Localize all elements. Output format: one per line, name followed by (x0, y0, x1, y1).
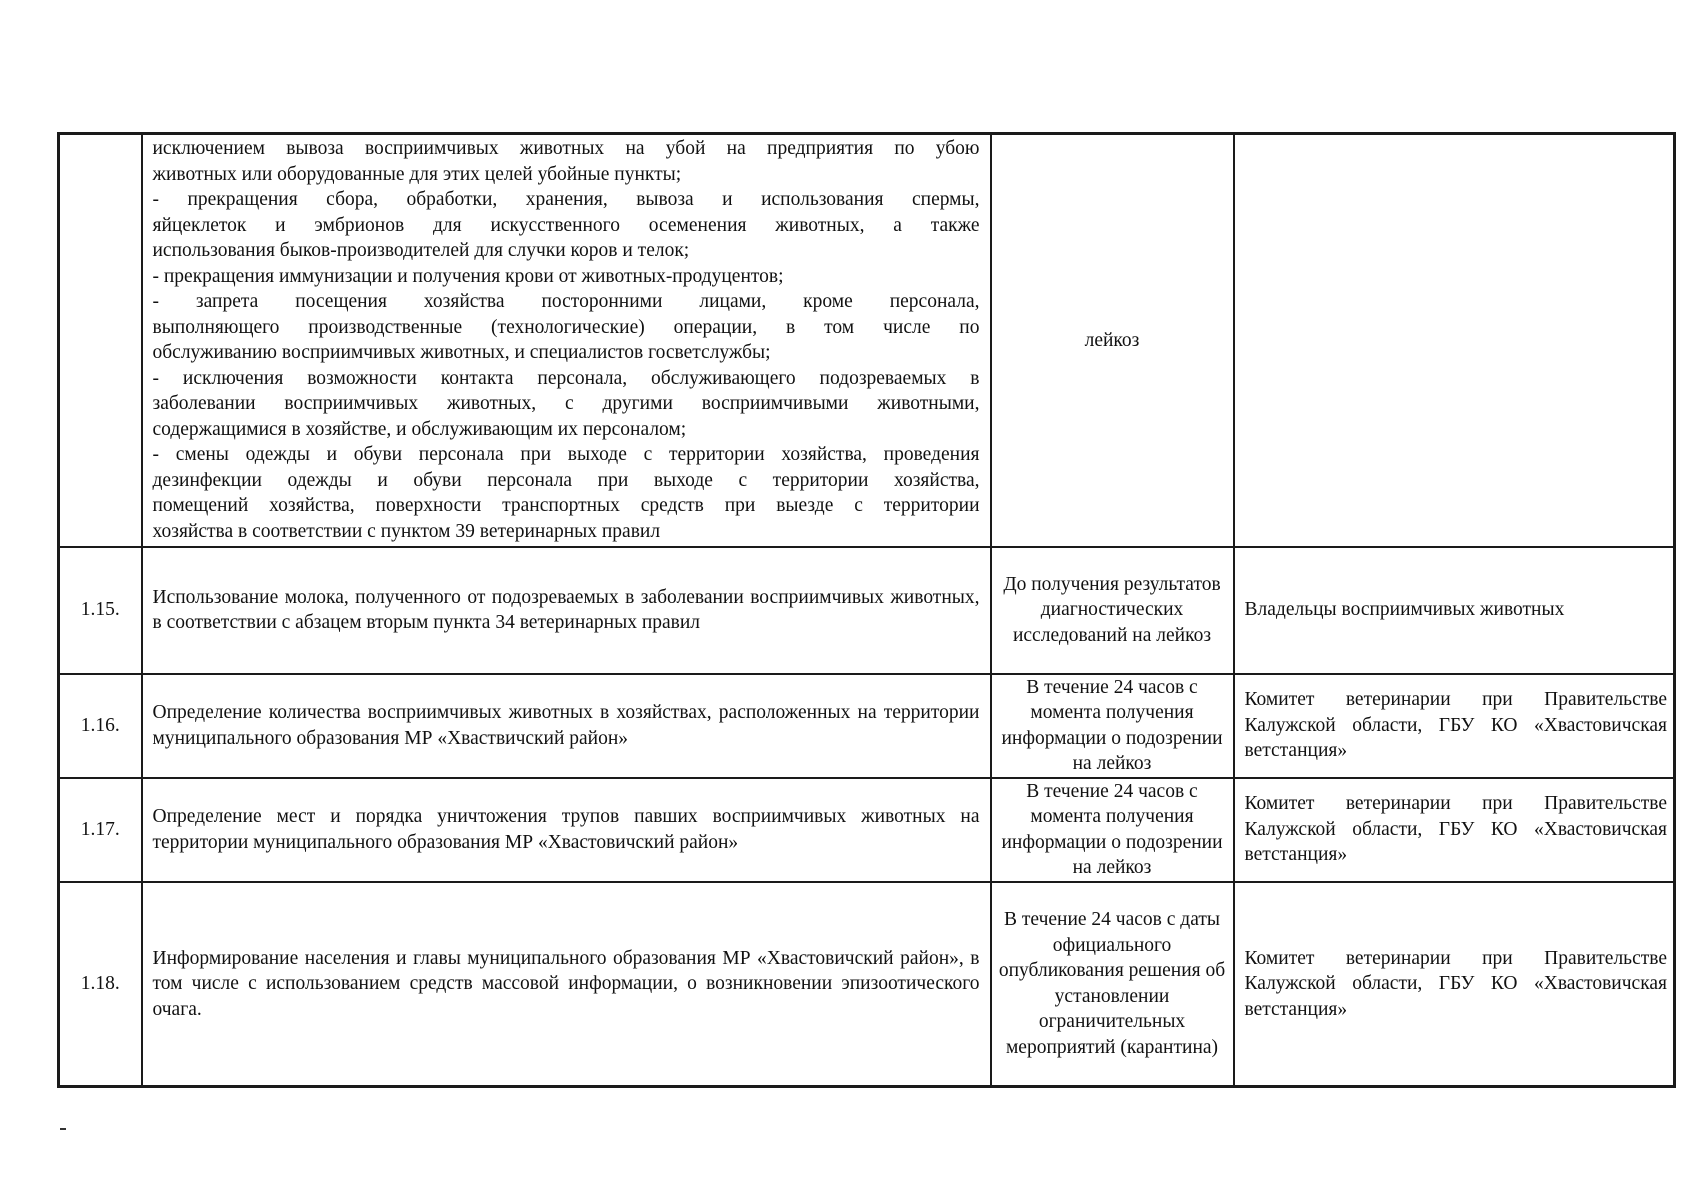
description-line: - смены одежды и обуви персонала при выходе с территории хозяйства, проведения (152, 444, 980, 465)
term-cell: В течение 24 часов с момента получения информации о подозрении на лейкоз (991, 778, 1234, 882)
description-line: помещений хозяйства, поверхности транспортных средств при выезде с территории (152, 495, 980, 516)
description-line: выполняющего производственные (технологические) операции, в том числе по (152, 316, 980, 338)
description-line: содержащимися в хозяйстве, и обслуживающим их персоналом; (152, 418, 687, 440)
description-line: использования быков-производителей для случки коров и телок; (152, 240, 690, 261)
term-cell: В течение 24 часов с даты официального опубликования решения об установлении ограничительных мероприятий (карантина) (991, 882, 1234, 1087)
description-line: - исключения возможности контакта персонала, обслуживающего подозреваемых в (152, 367, 980, 389)
description-line: хозяйства в соответствии с пунктом 39 ветеринарных правил (152, 520, 661, 542)
table-row (59, 674, 1675, 778)
table-row (59, 778, 1675, 882)
description-line: - запрета посещения хозяйства посторонними лицами, кроме персонала, (152, 291, 980, 312)
description-line: заболевании восприимчивых животных, с другими восприимчивыми животными, (152, 393, 980, 414)
description-line: - прекращения иммунизации и получения крови от животных-продуцентов; (152, 265, 784, 287)
responsible-cell: Комитет ветеринарии при Правительстве Калужской области, ГБУ КО «Хвастовичская ветстанция» (1234, 882, 1675, 1087)
term-cell: До получения результатов диагностических исследований на лейкоз (991, 547, 1234, 674)
row-number: 1.17. (59, 778, 142, 882)
description-line: дезинфекции одежды и обуви персонала при выходе с территории хозяйства, (152, 469, 980, 491)
measures-table (57, 132, 1676, 1088)
description-line: яйцеклеток и эмбрионов для искусственного осеменения животных, а также (152, 214, 980, 236)
responsible-cell (1234, 134, 1675, 547)
table-row (59, 882, 1675, 1087)
description-line: - прекращения сбора, обработки, хранения, вывоза и использования спермы, (152, 189, 980, 210)
row-number (59, 134, 142, 547)
measure-description: Использование молока, полученного от подозреваемых в заболевании восприимчивых животных, в соответствии с абзацем вторым пункта 34 ветеринарных правил (142, 547, 991, 674)
description-line: исключением вывоза восприимчивых животных на убой на предприятия по убою (152, 138, 980, 159)
table-row (59, 134, 1675, 547)
measure-description: Определение количества восприимчивых животных в хозяйствах, расположенных на территории муниципального образования МР «Хваствичский район» (142, 674, 991, 778)
responsible-cell: Комитет ветеринарии при Правительстве Калужской области, ГБУ КО «Хвастовичская ветстанция» (1234, 674, 1675, 778)
responsible-cell: Комитет ветеринарии при Правительстве Калужской области, ГБУ КО «Хвастовичская ветстанция» (1234, 778, 1675, 882)
term-cell: В течение 24 часов с момента получения информации о подозрении на лейкоз (991, 674, 1234, 778)
responsible-cell: Владельцы восприимчивых животных (1234, 547, 1675, 674)
row-number: 1.16. (59, 674, 142, 778)
table-row (59, 547, 1675, 674)
measure-description: Определение мест и порядка уничтожения трупов павших восприимчивых животных на территории муниципального образования МР «Хвастовичский район» (142, 778, 991, 882)
measure-description (142, 134, 991, 547)
row-number: 1.18. (59, 882, 142, 1087)
page-dash-mark (60, 1128, 66, 1130)
measure-description: Информирование населения и главы муниципального образования МР «Хвастовичский район», в том числе с использованием средств массовой информации, о возникновении эпизоотического очага. (142, 882, 991, 1087)
description-line: обслуживанию восприимчивых животных, и специалистов госветслужбы; (152, 342, 771, 363)
description-line: животных или оборудованные для этих целей убойные пункты; (152, 163, 682, 185)
term-cell: лейкоз (991, 134, 1234, 547)
row-number: 1.15. (59, 547, 142, 674)
